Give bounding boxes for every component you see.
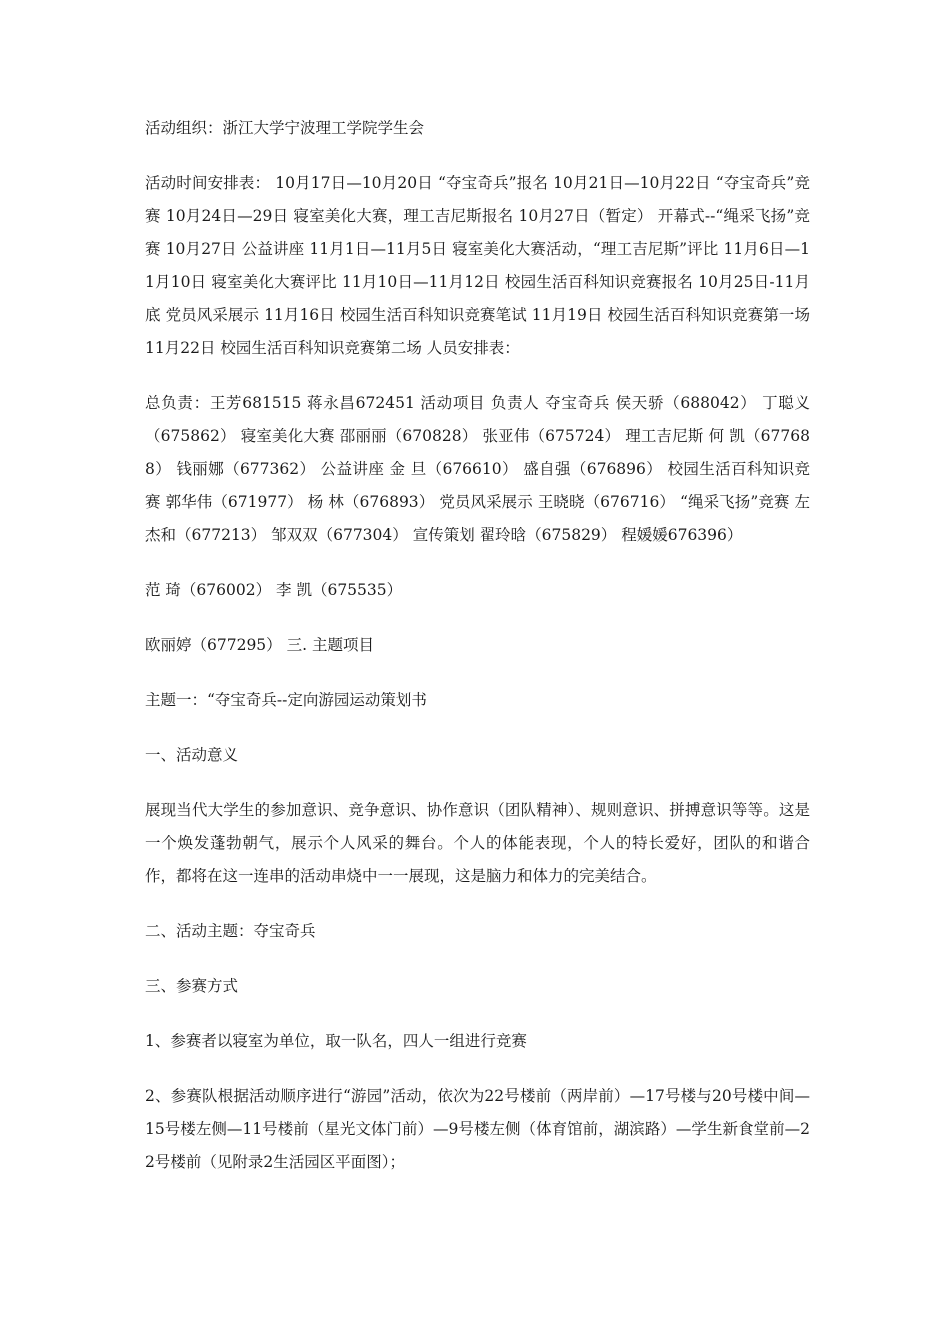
- document-page: [145, 112, 810, 1201]
- section-theme-heading: 二、活动主题：夺宝奇兵: [145, 922, 316, 940]
- staff-paragraph: 总负责：王芳681515 蒋永昌672451 活动项目 负责人 夺宝奇兵 侯天骄（688042） 丁聪义（675862） 寝室美化大赛 邵丽丽（670828） 张亚伟（675724） 理工吉尼斯 何 凯（677688） 钱丽娜（677362） 公益讲座 金 旦（676610） 盛自强（676896） 校园生活百科知识竞赛 郭华伟（671977） 杨 林（676893） 党员风采展示 王晓晓（676716） “绳采飞扬”竞赛 左杰和（677213） 邹双双（677304） 宣传策划 翟玲晗（675829） 程媛媛676396）: [145, 394, 810, 544]
- theme-one-heading: 主题一：“夺宝奇兵--定向游园运动策划书: [145, 691, 427, 709]
- participation-item-2: 2、参赛队根据活动顺序进行“游园”活动，依次为22号楼前（两岸前）—17号楼与20号楼中间—15号楼左侧—11号楼前（星光文体门前）—9号楼左侧（体育馆前，湖滨路）—学生新食堂前—22号楼前（见附录2生活园区平面图）；: [145, 1087, 810, 1171]
- schedule-paragraph: 活动时间安排表： 10月17日—10月20日 “夺宝奇兵”报名 10月21日—10月22日 “夺宝奇兵”竞赛 10月24日—29日 寝室美化大赛，理工吉尼斯报名 10月27日（暂定） 开幕式--“绳采飞扬”竞赛 10月27日 公益讲座 11月1日—11月5日 寝室美化大赛活动，“理工吉尼斯”评比 11月6日—11月10日 寝室美化大赛评比 11月10日—11月12日 校园生活百科知识竞赛报名 10月25日-11月底 党员风采展示 11月16日 校园生活百科知识竞赛笔试 11月19日 校园生活百科知识竞赛第一场 11月22日 校园生活百科知识竞赛第二场 人员安排表：: [145, 174, 810, 357]
- staff-continued-line: 范 琦（676002） 李 凯（675535）: [145, 581, 403, 599]
- significance-paragraph: 展现当代大学生的参加意识、竞争意识、协作意识（团队精神）、规则意识、拼搏意识等等。这是一个焕发蓬勃朝气，展示个人风采的舞台。个人的体能表现，个人的特长爱好，团队的和谐合作，都将在这一连串的活动串烧中一一展现，这是脑力和体力的完美结合。: [145, 801, 810, 885]
- section-significance-heading: 一、活动意义: [145, 746, 239, 764]
- participation-item-1: 1、参赛者以寝室为单位，取一队名，四人一组进行竞赛: [145, 1032, 527, 1050]
- section-participation-heading: 三、参赛方式: [145, 977, 239, 995]
- organizer-line: 活动组织：浙江大学宁波理工学院学生会: [145, 119, 425, 137]
- staff-and-section-line: 欧丽婷（677295） 三. 主题项目: [145, 636, 374, 654]
